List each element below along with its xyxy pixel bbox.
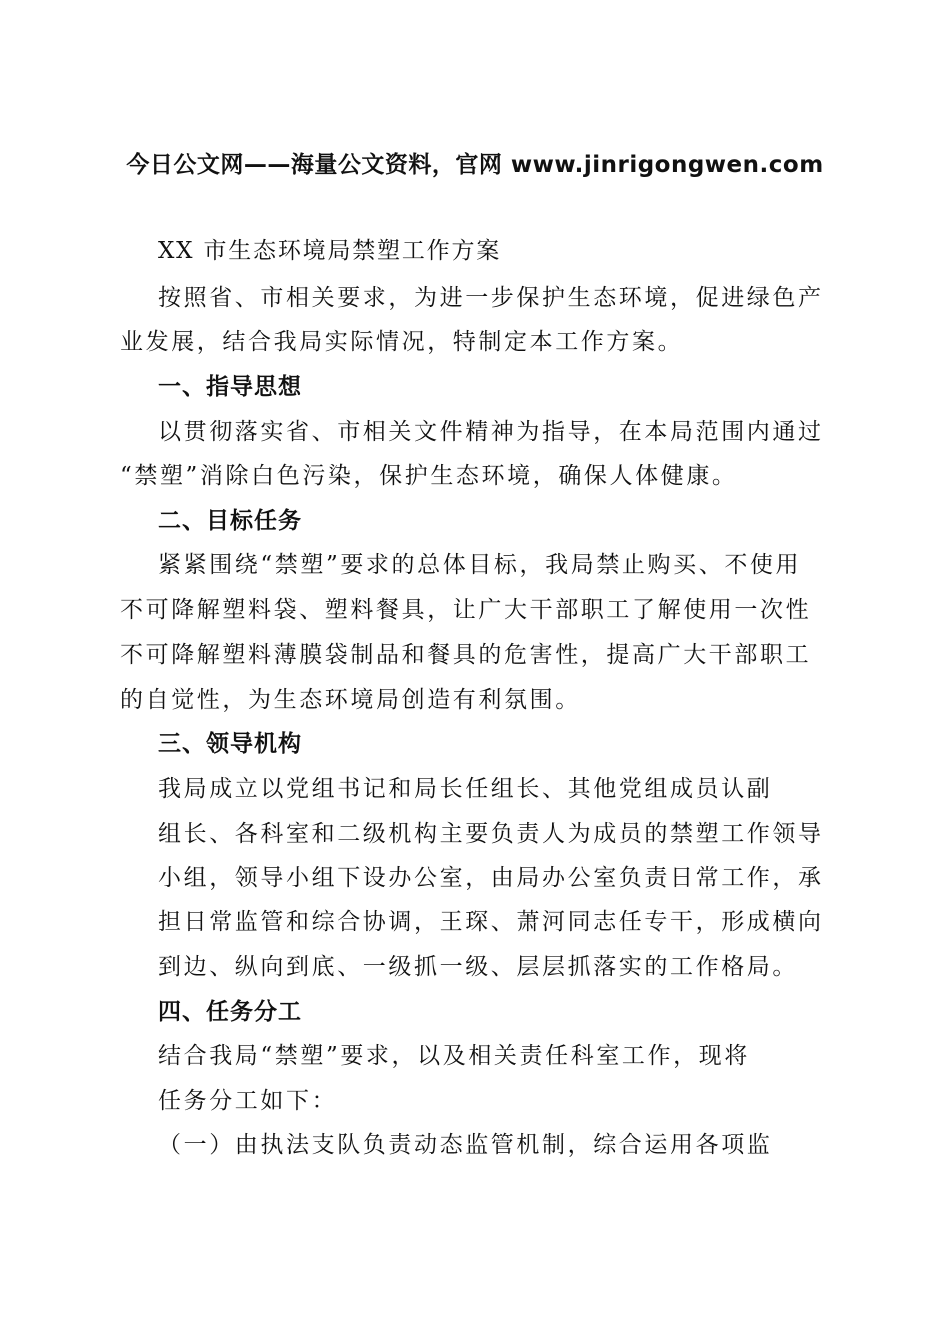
section3-line-3: 小组，领导小组下设办公室，由局办公室负责日常工作，承 <box>158 865 824 891</box>
intro-line-2: 业发展，结合我局实际情况，特制定本工作方案。 <box>120 329 684 355</box>
site-header: 今日公文网——海量公文资料，官网 www.jinrigongwen.com <box>126 152 824 178</box>
section4-line-2: 任务分工如下： <box>158 1088 338 1114</box>
intro-line-1: 按照省、市相关要求，为进一步保护生态环境，促进绿色产 <box>158 285 824 311</box>
section3-line-2: 组长、各科室和二级机构主要负责人为成员的禁塑工作领导 <box>158 821 824 847</box>
section4-line-3: （一）由执法支队负责动态监管机制，综合运用各项监 <box>158 1132 773 1158</box>
section2-heading: 二、目标任务 <box>158 508 302 534</box>
section4-line-1: 结合我局“禁塑”要求，以及相关责任科室工作，现将 <box>158 1043 750 1069</box>
document-title: XX 市生态环境局禁塑工作方案 <box>158 238 502 264</box>
section1-heading: 一、指导思想 <box>158 374 302 400</box>
section2-line-2: 不可降解塑料袋、塑料餐具，让广大干部职工了解使用一次性 <box>120 597 812 623</box>
section3-line-1: 我局成立以党组书记和局长任组长、其他党组成员认副 <box>158 776 773 802</box>
section2-line-4: 的自觉性，为生态环境局创造有利氛围。 <box>120 687 581 713</box>
section2-line-3: 不可降解塑料薄膜袋制品和餐具的危害性，提高广大干部职工 <box>120 642 812 668</box>
section1-line-2: “禁塑”消除白色污染，保护生态环境，确保人体健康。 <box>120 463 738 489</box>
section3-line-5: 到边、纵向到底、一级抓一级、层层抓落实的工作格局。 <box>158 954 798 980</box>
section4-heading: 四、任务分工 <box>158 999 302 1025</box>
section3-line-4: 担日常监管和综合协调，王琛、萧河同志任专干，形成横向 <box>158 909 824 935</box>
section3-heading: 三、领导机构 <box>158 731 302 757</box>
section1-line-1: 以贯彻落实省、市相关文件精神为指导，在本局范围内通过 <box>158 419 824 445</box>
section2-line-1: 紧紧围绕“禁塑”要求的总体目标，我局禁止购买、不使用 <box>158 552 802 578</box>
